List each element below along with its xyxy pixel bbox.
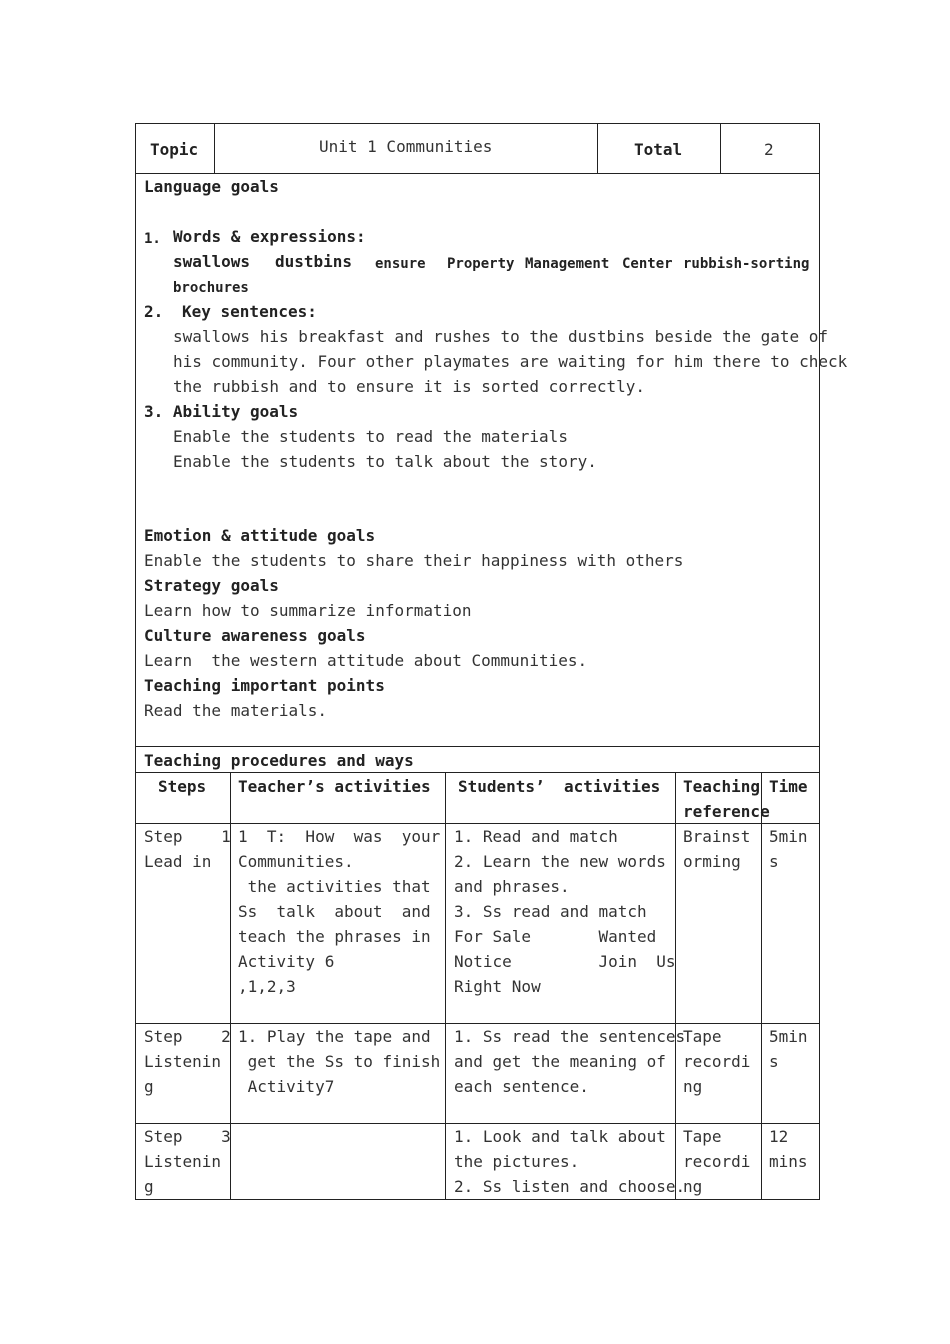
divider xyxy=(720,123,721,174)
topic-value: Unit 1 Communities xyxy=(319,137,493,156)
column-header-steps: Steps xyxy=(158,777,207,796)
column-header-reference: Teaching xyxy=(683,777,761,796)
cell-line: Activity7 xyxy=(238,1077,335,1096)
table-row-teacher-cell xyxy=(238,1024,442,1099)
cell-line: Communities. xyxy=(238,852,354,871)
divider xyxy=(445,772,446,1200)
cell-line: 1. Ss read the sentences xyxy=(454,1027,686,1046)
key-sentence-line: the rubbish and to ensure it is sorted correctly. xyxy=(173,377,646,396)
cell-line: 3. Ss read and match xyxy=(454,902,647,921)
strategy-goals-heading: Strategy goals xyxy=(144,576,279,595)
key-sentence-line: his community. Four other playmates are waiting for him there to check xyxy=(173,352,848,371)
cell-line: Brainst xyxy=(683,827,751,846)
words-number: 1. xyxy=(144,231,161,247)
column-header-time: Time xyxy=(769,777,808,796)
table-row-students-cell xyxy=(454,1124,686,1199)
cell-line: orming xyxy=(683,852,741,871)
column-header-reference: reference xyxy=(683,802,770,821)
table-row-reference-cell xyxy=(683,1024,759,1099)
word-item: Center xyxy=(622,256,673,272)
culture-goals-text: Learn the western attitude about Communities. xyxy=(144,651,588,670)
total-value: 2 xyxy=(764,140,774,159)
important-points-text: Read the materials. xyxy=(144,701,328,720)
ability-goal-line: Enable the students to talk about the story. xyxy=(173,452,597,471)
cell-line: Step 2 xyxy=(144,1027,231,1046)
cell-line: mins xyxy=(769,1152,808,1171)
word-item: rubbish-sorting xyxy=(683,256,810,272)
culture-goals-heading: Culture awareness goals xyxy=(144,626,366,645)
word-item: dustbins xyxy=(275,252,353,271)
cell-line: 1 T: How was your xyxy=(238,827,441,846)
cell-line: 2. Ss listen and choose. xyxy=(454,1177,686,1196)
table-row-students-cell xyxy=(454,1024,686,1099)
table-row-time-cell xyxy=(769,1024,817,1074)
topic-label: Topic xyxy=(150,140,199,159)
table-row-time-cell xyxy=(769,824,817,874)
cell-line: recordi xyxy=(683,1052,751,1071)
table-row-step-cell xyxy=(144,1024,231,1099)
cell-line: s xyxy=(769,852,779,871)
cell-line: g xyxy=(144,1077,154,1096)
cell-line: Tape xyxy=(683,1027,722,1046)
ability-goals-heading: 3. Ability goals xyxy=(144,402,299,421)
divider xyxy=(214,123,215,174)
ability-goal-line: Enable the students to read the materials xyxy=(173,427,568,446)
key-sentence-line: swallows his breakfast and rushes to the dustbins beside the gate of xyxy=(173,327,829,346)
words-heading: Words & expressions: xyxy=(173,227,366,246)
cell-line: ng xyxy=(683,1077,703,1096)
table-row-reference-cell xyxy=(683,824,759,874)
emotion-goals-heading: Emotion & attitude goals xyxy=(144,526,376,545)
word-item: swallows xyxy=(173,252,251,271)
divider xyxy=(597,123,598,174)
cell-line: ,1,2,3 xyxy=(238,977,296,996)
column-header-students: Students’ activities xyxy=(458,777,661,796)
strategy-goals-text: Learn how to summarize information xyxy=(144,601,472,620)
cell-line: s xyxy=(769,1052,779,1071)
cell-line: each sentence. xyxy=(454,1077,589,1096)
cell-line: ng xyxy=(683,1177,703,1196)
cell-line: the pictures. xyxy=(454,1152,580,1171)
cell-line: Right Now xyxy=(454,977,541,996)
cell-line: 1. Look and talk about xyxy=(454,1127,666,1146)
cell-line: 5min xyxy=(769,1027,808,1046)
cell-line: Notice Join Us xyxy=(454,952,676,971)
cell-line: 1. Read and match xyxy=(454,827,618,846)
table-row-students-cell xyxy=(454,824,676,999)
cell-line: Activity 6 xyxy=(238,952,335,971)
cell-line: Lead in xyxy=(144,852,212,871)
divider xyxy=(675,772,676,1200)
cell-line: the activities that xyxy=(238,877,431,896)
cell-line: 1. Play the tape and xyxy=(238,1027,431,1046)
table-row-step-cell xyxy=(144,824,231,874)
cell-line: Step 1 xyxy=(144,827,231,846)
procedures-heading: Teaching procedures and ways xyxy=(144,751,414,770)
word-item: ensure xyxy=(375,256,426,272)
cell-line: Tape xyxy=(683,1127,722,1146)
table-row-time-cell xyxy=(769,1124,817,1174)
table-row-step-cell xyxy=(144,1124,231,1199)
word-item: Management xyxy=(525,256,610,272)
table-row-teacher-cell xyxy=(238,824,442,999)
cell-line: Step 3 xyxy=(144,1127,231,1146)
total-label: Total xyxy=(634,140,683,159)
cell-line: g xyxy=(144,1177,154,1196)
cell-line: 2. Learn the new words xyxy=(454,852,666,871)
cell-line: Listenin xyxy=(144,1052,222,1071)
cell-line: teach the phrases in xyxy=(238,927,431,946)
column-header-teacher: Teacher’s activities xyxy=(238,777,431,796)
divider xyxy=(761,772,762,1200)
key-sentences-heading: Key sentences: xyxy=(182,302,317,321)
cell-line: Listenin xyxy=(144,1152,222,1171)
language-goals-heading: Language goals xyxy=(144,177,279,196)
cell-line: 12 xyxy=(769,1127,789,1146)
cell-line: Ss talk about and xyxy=(238,902,431,921)
cell-line: and phrases. xyxy=(454,877,570,896)
cell-line: and get the meaning of xyxy=(454,1052,666,1071)
cell-line: recordi xyxy=(683,1152,751,1171)
word-item: Property xyxy=(447,256,515,272)
table-row-reference-cell xyxy=(683,1124,759,1199)
important-points-heading: Teaching important points xyxy=(144,676,385,695)
word-item: brochures xyxy=(173,280,249,296)
emotion-goals-text: Enable the students to share their happiness with others xyxy=(144,551,684,570)
key-sentences-number: 2. xyxy=(144,302,164,321)
cell-line: 5min xyxy=(769,827,808,846)
cell-line: get the Ss to finish xyxy=(238,1052,441,1071)
cell-line: For Sale Wanted xyxy=(454,927,657,946)
